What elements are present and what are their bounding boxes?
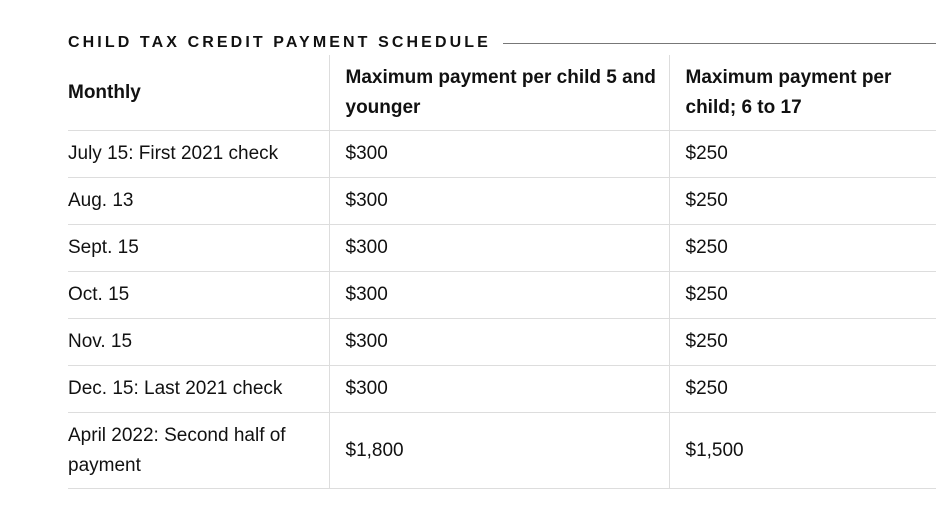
table-header	[68, 55, 936, 131]
cell-month: July 15: First 2021 check	[68, 131, 329, 178]
payment-schedule-table	[68, 55, 936, 489]
cell-amount-6-to-17: $250	[669, 131, 936, 178]
cell-amount-under-6: $300	[329, 366, 669, 413]
cell-month: Nov. 15	[68, 319, 329, 366]
table-row	[68, 178, 936, 225]
table-row	[68, 413, 936, 489]
cell-month: April 2022: Second half of payment	[68, 413, 329, 489]
header-row	[68, 55, 936, 131]
cell-amount-under-6: $300	[329, 131, 669, 178]
table-body	[68, 131, 936, 489]
cell-amount-under-6: $300	[329, 319, 669, 366]
cell-amount-6-to-17: $250	[669, 178, 936, 225]
table-row	[68, 272, 936, 319]
title-divider	[503, 43, 936, 44]
cell-amount-under-6: $300	[329, 272, 669, 319]
cell-month: Dec. 15: Last 2021 check	[68, 366, 329, 413]
cell-amount-6-to-17: $250	[669, 272, 936, 319]
table-row	[68, 131, 936, 178]
cell-amount-6-to-17: $250	[669, 366, 936, 413]
header-max-payment-under-6: Maximum payment per child 5 and younger	[329, 55, 669, 131]
header-max-payment-6-to-17: Maximum payment per child; 6 to 17	[669, 55, 936, 131]
cell-amount-6-to-17: $250	[669, 319, 936, 366]
title-row	[68, 31, 936, 55]
table-row	[68, 366, 936, 413]
table-title: CHILD TAX CREDIT PAYMENT SCHEDULE	[68, 34, 491, 51]
cell-amount-under-6: $300	[329, 178, 669, 225]
header-monthly: Monthly	[68, 55, 329, 131]
cell-amount-under-6: $300	[329, 225, 669, 272]
cell-month: Sept. 15	[68, 225, 329, 272]
cell-month: Oct. 15	[68, 272, 329, 319]
cell-amount-6-to-17: $250	[669, 225, 936, 272]
cell-amount-6-to-17: $1,500	[669, 413, 936, 489]
cell-amount-under-6: $1,800	[329, 413, 669, 489]
table-row	[68, 225, 936, 272]
cell-month: Aug. 13	[68, 178, 329, 225]
table-row	[68, 319, 936, 366]
